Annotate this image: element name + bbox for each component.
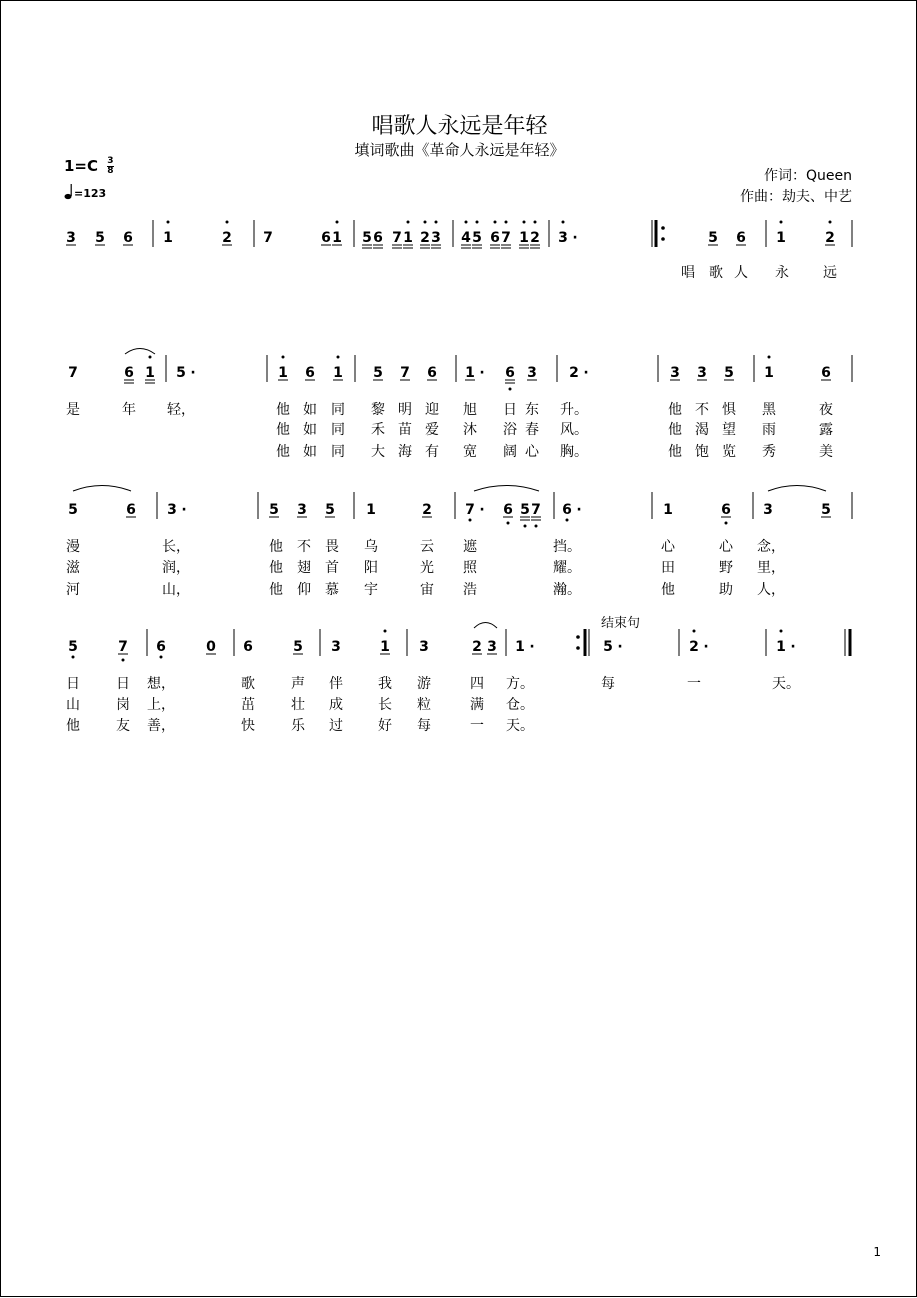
low-octave-dot (507, 522, 510, 525)
high-octave-dot (562, 221, 565, 224)
lyric-char: 旭 (463, 402, 477, 418)
repeat-dot (576, 646, 580, 650)
lyric-char: 耀。 (553, 560, 581, 576)
repeat-dot (661, 226, 665, 230)
repeat-dot (576, 635, 580, 639)
note: 2 (472, 639, 482, 655)
note: 3 (419, 639, 429, 655)
lyric-char: 东 (525, 402, 539, 418)
lyric-char: 瀚。 (553, 582, 581, 598)
low-octave-dot (566, 519, 569, 522)
lyric-char: 方。 (506, 676, 534, 692)
repeat-dot (661, 237, 665, 241)
lyric-char: 黑 (762, 402, 776, 418)
lyric-char: 人， (757, 582, 785, 598)
high-octave-dot (384, 630, 387, 633)
lyric-char: 美 (819, 444, 833, 460)
note: 7 (465, 502, 475, 518)
high-octave-dot (780, 221, 783, 224)
lyric-char: 海 (398, 444, 412, 460)
lyric-char: 如 (303, 402, 317, 418)
note: 5 (68, 639, 78, 655)
lyric-char: 宙 (420, 582, 434, 598)
note: 6 (156, 639, 166, 655)
lyric-char: 山， (162, 582, 190, 598)
note: 3 (167, 502, 177, 518)
high-octave-dot (336, 221, 339, 224)
note: 5 (269, 502, 279, 518)
lyric-char: 念， (757, 539, 785, 555)
high-octave-dot (465, 221, 468, 224)
lyric-char: 我 (378, 676, 392, 692)
note: 3 (431, 230, 441, 246)
note: 6 (736, 230, 746, 246)
lyric-char: 润， (162, 560, 190, 576)
lyric-char: 他 (276, 402, 290, 418)
lyric-char: 声 (291, 676, 305, 692)
lyric-char: 永 (775, 265, 789, 281)
lyric-char: 歌 (709, 265, 723, 281)
lyric-char: 同 (331, 422, 345, 438)
lyric-char: 是 (66, 402, 80, 418)
note: 3 (527, 365, 537, 381)
lyric-char: 快 (241, 718, 255, 734)
note: 6 (562, 502, 572, 518)
lyric-char: 远 (823, 265, 837, 281)
lyric-char: 成 (329, 697, 343, 713)
lyric-char: 遮 (463, 539, 477, 555)
lyric-char: 年 (122, 402, 136, 418)
note: 3 (697, 365, 707, 381)
lyric-char: 渴 (695, 422, 709, 438)
lyric-char: 心 (719, 539, 733, 555)
lyric-char: 日 (66, 676, 80, 692)
high-octave-dot (226, 221, 229, 224)
note: 2 (530, 230, 540, 246)
lyric-char: 他 (668, 402, 682, 418)
high-octave-dot (149, 356, 152, 359)
note: 1 (515, 639, 525, 655)
note: 6 (821, 365, 831, 381)
note: 2 (420, 230, 430, 246)
lyric-char: 每 (417, 718, 431, 734)
lyric-char: 壮 (291, 697, 305, 713)
note: 1 (776, 230, 786, 246)
lyric-char: 慕 (325, 582, 339, 598)
note: 5 (520, 502, 530, 518)
lyric-char: 沐 (463, 422, 477, 438)
note: 1 (380, 639, 390, 655)
note: 5 (325, 502, 335, 518)
note: 6 (503, 502, 513, 518)
lyric-char: 黎 (371, 402, 385, 418)
lyric-char: 阔 (503, 444, 517, 460)
high-octave-dot (494, 221, 497, 224)
lyric-char: 露 (819, 422, 833, 438)
note: 5 (176, 365, 186, 381)
lyric-char: 天。 (506, 718, 534, 734)
note: · (572, 230, 578, 246)
lyric-char: 他 (276, 422, 290, 438)
note: 6 (305, 365, 315, 381)
note: 6 (243, 639, 253, 655)
lyric-char: 同 (331, 402, 345, 418)
note: 1 (163, 230, 173, 246)
note: · (583, 365, 589, 381)
lyric-char: 他 (668, 444, 682, 460)
note: 7 (68, 365, 78, 381)
note: 5 (603, 639, 613, 655)
slur (474, 486, 539, 492)
note: 2 (422, 502, 432, 518)
lyric-char: 爱 (425, 422, 439, 438)
lyric-char: 唱 (681, 265, 695, 281)
lyric-char: 长 (378, 697, 392, 713)
lyric-char: 宇 (364, 582, 378, 598)
lyric-char: 轻， (167, 402, 195, 418)
note: · (576, 502, 582, 518)
lyric-char: 四 (470, 676, 484, 692)
note: 6 (124, 365, 134, 381)
lyric-char: 明 (398, 402, 412, 418)
lyric-char: 仰 (297, 582, 311, 598)
note: 7 (531, 502, 541, 518)
lyric-char: 他 (269, 560, 283, 576)
note: 1 (776, 639, 786, 655)
slur (125, 349, 155, 355)
tempo-value: =123 (74, 187, 107, 200)
lyric-char: 山 (66, 697, 80, 713)
lyric-char: 苗 (398, 422, 412, 438)
lyric-char: 上， (147, 697, 175, 713)
note: 3 (66, 230, 76, 246)
high-octave-dot (523, 221, 526, 224)
lyric-char: 天。 (772, 676, 800, 692)
lyric-char: 他 (276, 444, 290, 460)
note: 4 (461, 230, 471, 246)
lyric-char: 粒 (417, 697, 431, 713)
lyric-char: 野 (719, 560, 733, 576)
lyric-char: 岗 (116, 697, 130, 713)
note: 6 (490, 230, 500, 246)
lyric-char: 想， (147, 676, 175, 692)
high-octave-dot (435, 221, 438, 224)
note: 2 (569, 365, 579, 381)
lyric-char: 有 (425, 444, 439, 460)
lyric-char: 饱 (695, 444, 709, 460)
note: 3 (487, 639, 497, 655)
note: 5 (68, 502, 78, 518)
low-octave-dot (122, 659, 125, 662)
lyric-char: 心 (661, 539, 675, 555)
note: 3 (558, 230, 568, 246)
note: 5 (293, 639, 303, 655)
lyric-char: 翅 (297, 560, 311, 576)
lyric-char: 迎 (425, 402, 439, 418)
slur (768, 486, 826, 492)
low-octave-dot (524, 525, 527, 528)
note: 5 (373, 365, 383, 381)
note: · (190, 365, 196, 381)
note: 3 (670, 365, 680, 381)
lyric-char: 阳 (364, 560, 378, 576)
note: 7 (392, 230, 402, 246)
note: 7 (501, 230, 511, 246)
note: 1 (332, 230, 342, 246)
note: 5 (472, 230, 482, 246)
note: 3 (331, 639, 341, 655)
lyric-char: 日 (503, 402, 517, 418)
note: 0 (206, 639, 216, 655)
lyric-char: 惧 (722, 402, 736, 418)
note: · (479, 502, 485, 518)
note: · (529, 639, 535, 655)
lyric-char: 不 (297, 539, 311, 555)
lyric-char: 浴 (503, 422, 517, 438)
note: · (617, 639, 623, 655)
note: 3 (763, 502, 773, 518)
high-octave-dot (768, 356, 771, 359)
lyric-char: 望 (722, 422, 736, 438)
lyric-char: 首 (325, 560, 339, 576)
note: 7 (118, 639, 128, 655)
lyric-char: 人 (734, 265, 748, 281)
lyric-char: 里， (757, 560, 785, 576)
note: 5 (362, 230, 372, 246)
note: 5 (95, 230, 105, 246)
lyric-char: 雨 (762, 422, 776, 438)
note: 1 (145, 365, 155, 381)
note: 1 (366, 502, 376, 518)
note: 2 (222, 230, 232, 246)
high-octave-dot (693, 630, 696, 633)
lyric-char: 善， (147, 718, 175, 734)
note: 5 (708, 230, 718, 246)
lyric-char: 一 (470, 718, 484, 734)
lyric-char: 他 (269, 582, 283, 598)
note: 7 (400, 365, 410, 381)
low-octave-dot (509, 388, 512, 391)
note: 1 (663, 502, 673, 518)
note: · (703, 639, 709, 655)
note: · (790, 639, 796, 655)
lyric-char: 每 (601, 676, 615, 692)
lyric-char: 不 (695, 402, 709, 418)
note: 3 (297, 502, 307, 518)
note: 6 (123, 230, 133, 246)
lyric-char: 宽 (463, 444, 477, 460)
lyric-char: 如 (303, 444, 317, 460)
lyric-char: 友 (116, 718, 130, 734)
note: 1 (764, 365, 774, 381)
lyric-char: 胸。 (560, 444, 588, 460)
note: · (181, 502, 187, 518)
note: 2 (825, 230, 835, 246)
lyric-char: 满 (470, 697, 484, 713)
time-signature-bottom: 8 (107, 166, 114, 176)
lyric-char: 夜 (819, 402, 833, 418)
lyric-char: 照 (463, 560, 477, 576)
lyric-char: 心 (525, 444, 539, 460)
lyricist-credit: 作词：Queen (764, 168, 852, 184)
note: 2 (689, 639, 699, 655)
high-octave-dot (780, 630, 783, 633)
lyric-char: 漫 (66, 539, 80, 555)
high-octave-dot (505, 221, 508, 224)
song-subtitle: 填词歌曲《革命人永远是年轻》 (354, 141, 565, 159)
lyric-char: 他 (668, 422, 682, 438)
lyric-char: 长， (162, 539, 190, 555)
lyric-char: 畏 (325, 539, 339, 555)
note: · (479, 365, 485, 381)
high-octave-dot (534, 221, 537, 224)
low-octave-dot (160, 656, 163, 659)
lyric-char: 一 (687, 676, 701, 692)
song-title: 唱歌人永远是年轻 (371, 114, 548, 139)
note: 5 (724, 365, 734, 381)
lyric-char: 他 (66, 718, 80, 734)
lyric-char: 光 (420, 560, 434, 576)
low-octave-dot (72, 656, 75, 659)
lyric-char: 风。 (560, 422, 588, 438)
high-octave-dot (476, 221, 479, 224)
slur (73, 486, 131, 492)
lyric-char: 过 (329, 718, 343, 734)
lyric-char: 同 (331, 444, 345, 460)
lyric-char: 滋 (66, 560, 80, 576)
lyric-char: 他 (269, 539, 283, 555)
score-notation (1, 1, 917, 1298)
note: 6 (126, 502, 136, 518)
low-octave-dot (535, 525, 538, 528)
note: 7 (263, 230, 273, 246)
note: 1 (333, 365, 343, 381)
note: 1 (403, 230, 413, 246)
note: 1 (465, 365, 475, 381)
lyric-char: 乌 (364, 539, 378, 555)
composer-credit: 作曲：劫夫、中艺 (740, 189, 852, 205)
lyric-char: 大 (371, 444, 385, 460)
key-label: 1=C (64, 157, 99, 175)
high-octave-dot (829, 221, 832, 224)
high-octave-dot (407, 221, 410, 224)
note: 1 (278, 365, 288, 381)
lyric-char: 浩 (463, 582, 477, 598)
ending-label: 结束句 (601, 616, 641, 631)
page-number: 1 (873, 1245, 881, 1259)
lyric-char: 茁 (241, 697, 255, 713)
lyric-char: 好 (378, 718, 392, 734)
high-octave-dot (337, 356, 340, 359)
lyric-char: 助 (719, 582, 733, 598)
high-octave-dot (424, 221, 427, 224)
lyric-char: 如 (303, 422, 317, 438)
lyric-char: 挡。 (553, 539, 581, 555)
note: 6 (373, 230, 383, 246)
lyric-char: 览 (722, 444, 736, 460)
low-octave-dot (725, 522, 728, 525)
note: 6 (427, 365, 437, 381)
note: 1 (519, 230, 529, 246)
lyric-char: 云 (420, 539, 434, 555)
lyric-char: 禾 (371, 422, 385, 438)
lyric-char: 乐 (291, 718, 305, 734)
lyric-char: 升。 (560, 402, 588, 418)
lyric-char: 田 (661, 560, 675, 576)
note: 6 (721, 502, 731, 518)
note: 5 (821, 502, 831, 518)
lyric-char: 他 (661, 582, 675, 598)
high-octave-dot (282, 356, 285, 359)
lyric-char: 伴 (329, 676, 343, 692)
note: 6 (505, 365, 515, 381)
lyric-char: 歌 (241, 676, 255, 692)
lyric-char: 游 (417, 676, 431, 692)
high-octave-dot (167, 221, 170, 224)
time-signature-top: 3 (107, 156, 114, 166)
slur (474, 623, 497, 629)
lyric-char: 仓。 (506, 697, 534, 713)
lyric-char: 秀 (762, 444, 776, 460)
note: 6 (321, 230, 331, 246)
low-octave-dot (469, 519, 472, 522)
lyric-char: 春 (525, 422, 539, 438)
lyric-char: 日 (116, 676, 130, 692)
lyric-char: 河 (66, 582, 80, 598)
